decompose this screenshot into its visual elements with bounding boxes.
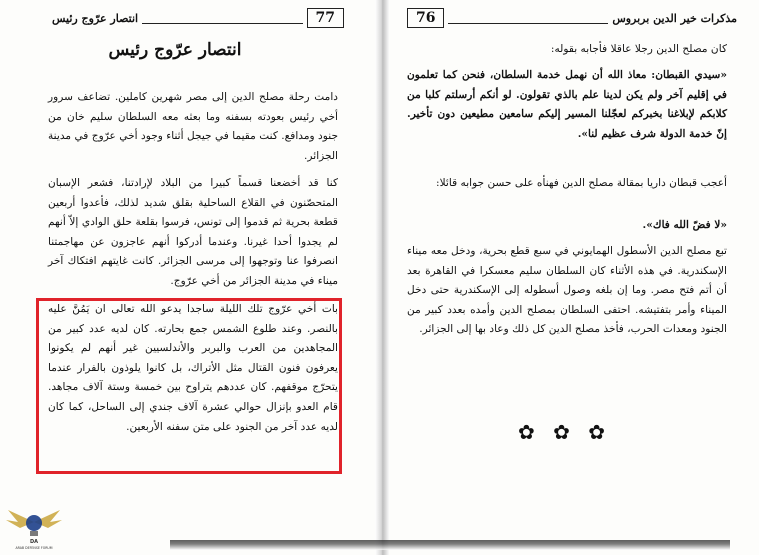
right-page	[389, 0, 759, 540]
right-page-number: 76	[407, 8, 444, 28]
left-page-header	[52, 8, 344, 28]
right-paragraph-5: تبع مصلح الدين الأسطول الهمايوني في سبع قطع بحرية، ودخل معه ميناء الإسكندرية. في هذه الأثناء كان السلطان سليم معسكرا في القاهرة بعد أن أتم فتح مصر. وما إن بلغه وصول أسطوله إلى الإسكندرية حتى دخل الميناء وأمر بتفتيشه. احتفى السلطان بمصلح الدين وأمده بعدد كبير من الجنود ومعدات الحرب، فأخذ مصلح الدين كل ذلك وعاد بها إلى الجزائر.	[407, 245, 727, 336]
book-spine	[375, 0, 389, 555]
right-paragraph-1: كان مصلح الدين رجلا عاقلا فأجابه بقوله:	[550, 43, 727, 55]
ornament-flowers: ✿ ✿ ✿	[518, 420, 611, 444]
scan-bottom-edge	[170, 540, 730, 550]
watermark-label: ARAB DEFENSE FORUM	[15, 546, 53, 550]
left-page-number: 77	[307, 8, 344, 28]
right-paragraph-3: أعجب قبطان داريا بمقالة مصلح الدين فهنأه على حسن جوابه قائلا:	[436, 177, 727, 189]
svg-text:DA: DA	[29, 539, 39, 545]
left-paragraph-1: دامت رحلة مصلح الدين إلى مصر شهرين كاملين. تضاعف سرور أخي رئيس بعودته بسفنه وما بعثه معه السلطان سليم خان من جنود ومدافع. كنت مقيما في جيجل أثناء وجود أخي عرّوج في مدينة الجزائر.	[48, 91, 338, 162]
left-paragraph-3: بات أخي عرّوج تلك الليلة ساجدا يدعو الله تعالى ان يَمُنَّ عليه بالنصر. وعند طلوع الشمس جمع بحارته. كان لديه عدد كبير من المجاهدين من العرب والبربر والأندلسيين غير أنهم لم يكونوا يعرفون فنون القتال مثل الأتراك، بل كانوا يلوذون بالفرار عندما يتحرّج موقفهم. كان عددهم يتراوح بين خمسة وستة آلاف مجاهد. قام العدو بإنزال حوالي عشرة آلاف جندي إلى الساحل، كما كان لديه عدد آخر من الجنود على متن سفنه الأربعين.	[48, 303, 338, 433]
highlight-box	[36, 298, 342, 474]
chapter-title: انتصار عرّوج رئيس	[108, 40, 242, 60]
header-rule	[142, 23, 302, 24]
right-running-header: مذكرات خير الدين بربروس	[612, 11, 737, 25]
right-paragraph-quote: «سيدي القبطان: معاذ الله أن نهمل خدمة السلطان، فنحن كما تعلمون في إقليم آخر ولم يكن لدينا علم بالذي تقولون. لو أنكم أرسلتم كلبا من كلابكم لإبلاغنا بخبركم لعجّلنا المسير إليكم سامعين مطيعين دون تأخير. إنّ خدمة الدولة شرف عظيم لنا».	[407, 69, 727, 140]
right-page-header	[407, 8, 737, 28]
header-rule	[448, 23, 608, 24]
right-paragraph-4: «لا فضّ الله فاك».	[642, 219, 727, 231]
left-paragraph-2: كنا قد أخضعنا قسماً كبيرا من البلاد لإرادتنا، فشعر الإسبان المتحصّنون في القلاع الساحلية بقلق شديد لذلك، فأعدوا أربعين قطعة بحرية ثم قدموا إلى تونس، فرسوا بقلعة حلق الوادي إلاّ أنهم لم يجدوا أحدا غيرنا. وعندما أدركوا أنهم عاجزون عن مهاجمتنا انصرفوا عنا وتوجهوا إلى مرسى الجزائر. كانت غايتهم افتكاك آخر ميناء في مدينة الجزائر من أخي عرّوج.	[48, 177, 338, 287]
left-running-header: انتصار عرّوج رئيس	[52, 11, 139, 25]
forum-logo-watermark	[4, 496, 64, 550]
